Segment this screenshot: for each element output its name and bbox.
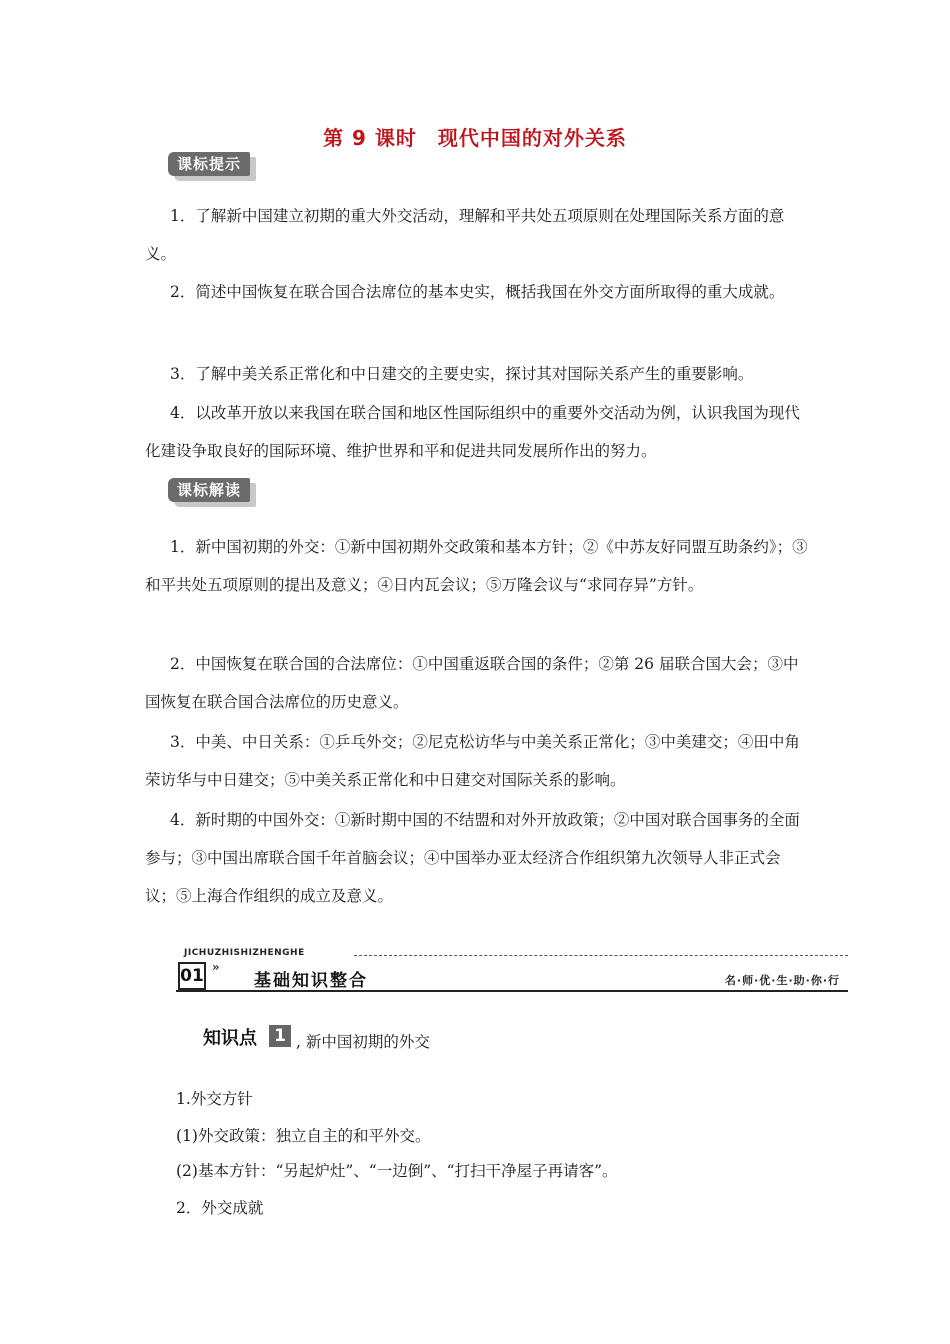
interpretation-item-2: 2．中国恢复在联合国的合法席位：①中国重返联合国的条件；②第 26 届联合国大会；③中国恢复在联合国合法席位的历史意义。 — [145, 655, 799, 711]
section-tag-interpretation — [168, 478, 258, 506]
tag-label: 课标提示 — [176, 155, 241, 173]
tag-label: 课标解读 — [176, 481, 241, 499]
banner-dashed-rule — [354, 955, 848, 956]
standard-item-3: 3．了解中美关系正常化和中日建交的主要史实，探讨其对国际关系产生的重要影响。 — [170, 365, 754, 383]
knowledge-point-title: , 新中国初期的外交 — [296, 1033, 430, 1051]
banner-pinyin: JICHUZHISHIZHENGHE — [184, 948, 305, 958]
banner-slogan: 名·师·优·生·助·你·行 — [724, 974, 840, 987]
outline-line-2: (1)外交政策：独立自主的和平外交。 — [176, 1127, 431, 1145]
section-banner — [176, 948, 848, 998]
interpretation-item-4: 4．新时期的中国外交：①新时期中国的不结盟和对外开放政策；②中国对联合国事务的全面参与；③中国出席联合国千年首脑会议；④中国举办亚太经济合作组织第九次领导人非正式会议；⑤上海合作组织的成立及意义。 — [145, 811, 800, 905]
interpretation-item-1: 1．新中国初期的外交：①新中国初期外交政策和基本方针；②《中苏友好同盟互助条约》；③和平共处五项原则的提出及意义；④日内瓦会议；⑤万隆会议与“求同存异”方针。 — [145, 538, 808, 594]
outline-line-3: (2)基本方针：“另起炉灶”、“一边倒”、“打扫干净屋子再请客”。 — [176, 1162, 618, 1180]
outline-line-4: 2．外交成就 — [176, 1199, 264, 1217]
banner-number: 01 — [178, 962, 206, 990]
standard-item-2: 2．简述中国恢复在联合国合法席位的基本史实，概括我国在外交方面所取得的重大成就。 — [170, 283, 785, 301]
standard-item-1: 1．了解新中国建立初期的重大外交活动，理解和平共处五项原则在处理国际关系方面的意义。 — [145, 207, 785, 263]
standard-item-4: 4．以改革开放以来我国在联合国和地区性国际组织中的重要外交活动为例，认识我国为现代化建设争取良好的国际环境、维护世界和平和促进共同发展所作出的努力。 — [145, 404, 800, 460]
double-arrow-icon: » — [212, 960, 220, 974]
outline-line-1: 1.外交方针 — [176, 1090, 253, 1108]
section-tag-standards — [168, 152, 258, 180]
banner-title: 基础知识整合 — [254, 971, 368, 991]
interpretation-item-3: 3．中美、中日关系：①乒乓外交；②尼克松访华与中美关系正常化；③中美建交；④田中角荣访华与中日建交；⑤中美关系正常化和中日建交对国际关系的影响。 — [145, 733, 800, 789]
banner-rule — [176, 990, 848, 992]
page-title: 第 9 课时 现代中国的对外关系 — [323, 126, 627, 150]
knowledge-point-number: 1 — [269, 1025, 291, 1047]
knowledge-point-label: 知识点 — [203, 1028, 257, 1049]
